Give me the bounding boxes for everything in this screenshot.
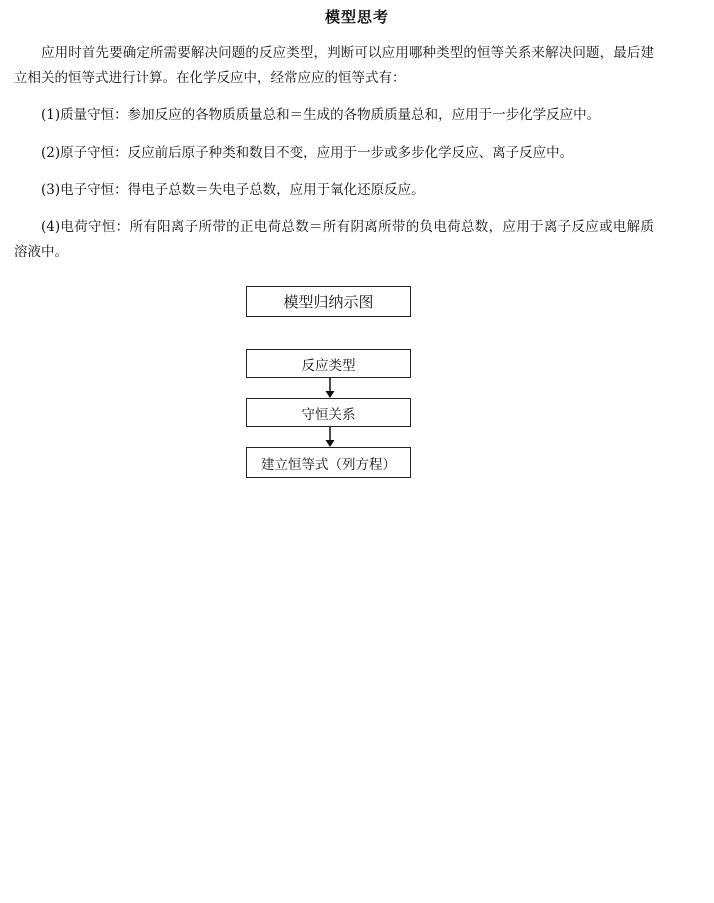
flow-arrow-1-icon xyxy=(326,378,335,398)
flow-step-conservation-relation: 守恒关系 xyxy=(246,398,411,427)
item-charge-conservation: (4)电荷守恒：所有阳离子所带的正电荷总数＝所有阴离所带的负电荷总数，应用于离子反应或电解质溶液中。 xyxy=(14,219,654,260)
flow-arrow-2-icon xyxy=(326,427,335,447)
item-atom-conservation: (2)原子守恒：反应前后原子种类和数目不变，应用于一步或多步化学反应、离子反应中。 xyxy=(41,145,574,161)
model-flow-diagram xyxy=(230,280,430,490)
diagram-title-box: 模型归纳示图 xyxy=(246,286,411,317)
item-mass-conservation: (1)质量守恒：参加反应的各物质质量总和＝生成的各物质质量总和，应用于一步化学反应中。 xyxy=(41,107,601,123)
document-title: 模型思考 xyxy=(324,8,389,26)
flow-arrows xyxy=(230,280,430,490)
flow-step-build-equation: 建立恒等式（列方程） xyxy=(246,447,411,478)
flow-step-reaction-type: 反应类型 xyxy=(246,349,411,378)
item-electron-conservation: (3)电子守恒：得电子总数＝失电子总数，应用于氧化还原反应。 xyxy=(41,182,425,198)
intro-paragraph: 应用时首先要确定所需要解决问题的反应类型，判断可以应用哪种类型的恒等关系来解决问题，最后建立相关的恒等式进行计算。在化学反应中，经常应应的恒等式有： xyxy=(14,45,654,86)
